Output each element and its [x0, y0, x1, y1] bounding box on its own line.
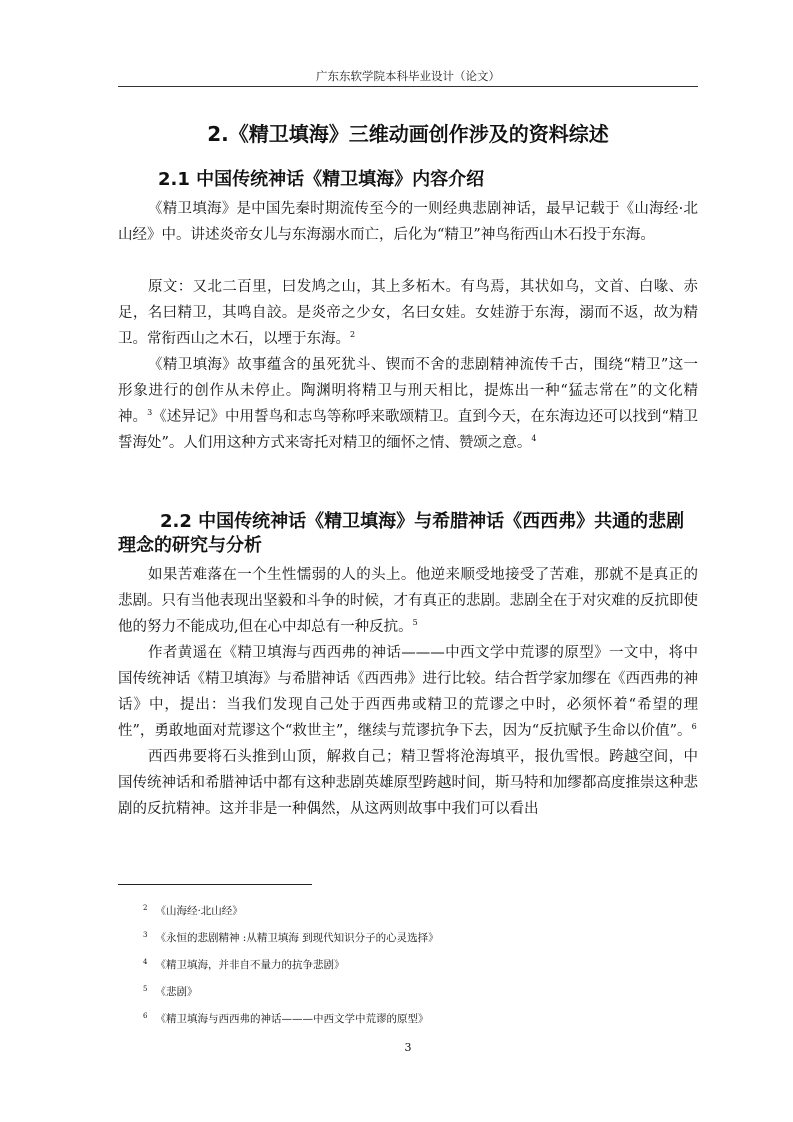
footnote-number: 5: [143, 985, 148, 993]
footnote-text: 《永恒的悲剧精神 :从精卫填海 到现代知识分子的心灵选择》: [155, 932, 439, 944]
footnote-ref[interactable]: 4: [531, 434, 537, 443]
paragraph-text: 原文：又北二百里，曰发鸠之山，其上多柘木。有鸟焉，其状如乌，文首、白喙、赤足，名曰精卫，其鸣自詨。是炎帝之少女，名曰女娃。女娃游于东海，溺而不返，故为精卫。常衔西山之木石，以堙于东海。: [118, 279, 698, 347]
section-title-2-2: 2.2 中国传统神话《精卫填海》与希腊神话《西西弗》共通的悲剧理念的研究与分析: [118, 511, 685, 556]
paragraph: [118, 640, 698, 744]
footnote-item: [143, 956, 683, 983]
paragraph: [118, 562, 698, 640]
paragraph-text: 作者黄遥在《精卫填海与西西弗的神话———中西文学中荒谬的原型》一文中，将中国传统神话《精卫填海》与希腊神话《西西弗》进行比较。结合哲学家加缪在《西西弗的神话》中，提出：当我们发现自己处于西西弗或精卫的荒谬之中时，必须怀着“希望的理性”，勇敢地面对荒谬这个“救世主”，继续与荒谬抗争下去，因为“反抗赋予生命以价值”。: [118, 645, 698, 739]
page-header: 广东东软学院本科毕业设计（论文）: [316, 69, 500, 83]
footnote-text: 《精卫填海与西西弗的神话———中西文学中荒谬的原型》: [155, 1013, 429, 1025]
footnote-number: 4: [143, 958, 148, 966]
footnote-ref[interactable]: 2: [350, 330, 356, 339]
footnote-number: 3: [143, 931, 148, 939]
footnote-ref[interactable]: 3: [147, 408, 153, 417]
chapter-title: 2.《精卫填海》三维动画创作涉及的资料综述: [207, 122, 609, 146]
paragraph-text: 西西弗要将石头推到山顶，解救自己；精卫誓将沧海填平，报仇雪恨。跨越空间，中国传统神话和希腊神话中都有这种悲剧英雄原型跨越时间，斯马特和加缪都高度推崇这种悲剧的反抗精神。这并非是一种偶然，从这两则故事中我们可以看出: [118, 749, 698, 817]
paragraph-text: 《述异记》中用誓鸟和志鸟等称呼来歌颂精卫。直到今天，在东海边还可以找到“精卫誓海处”。人们用这种方式来寄托对精卫的缅怀之情、赞颂之意。: [118, 409, 698, 451]
footnote-number: 6: [143, 1012, 148, 1020]
footnote-ref[interactable]: 5: [412, 618, 418, 627]
section-title-2-1: 2.1 中国传统神话《精卫填海》内容介绍: [158, 169, 485, 190]
footnote-item: [143, 983, 683, 1010]
paragraph-text: 《精卫填海》是中国先秦时期流传至今的一则经典悲剧神话，最早记载于《山海经·北山经》中。讲述炎帝女儿与东海溺水而亡，后化为“精卫”神鸟衔西山木石投于东海。: [118, 201, 698, 243]
header-rule: [118, 86, 698, 87]
footnote-item: [143, 1010, 683, 1037]
footnote-item: [143, 902, 683, 929]
footnote-text: 《山海经·北山经》: [155, 905, 243, 917]
paragraph: [118, 196, 698, 248]
paragraph-text: 如果苦难落在一个生性懦弱的人的头上。他逆来顺受地接受了苦难，那就不是真正的悲剧。只有当他表现出坚毅和斗争的时候，才有真正的悲剧。悲剧全在于对灾难的反抗即使他的努力不能成功,但在心中却总有一种反抗。: [118, 567, 698, 635]
footnote-number: 2: [143, 904, 148, 912]
footnote-ref[interactable]: 6: [691, 722, 697, 731]
paragraph: [118, 744, 698, 822]
footnote-item: [143, 929, 683, 956]
footnote-text: 《精卫填海，并非自不量力的抗争悲剧》: [155, 959, 345, 971]
paragraph-text: 《精卫填海》故事蕴含的虽死犹斗、锲而不舍的悲剧精神流传千古，围绕“精卫”这一形象进行的创作从未停止。陶渊明将精卫与刑天相比，提炼出一种“猛志常在”的文化精神。: [118, 357, 698, 425]
page-number: 3: [404, 1041, 412, 1054]
paragraph: [118, 352, 698, 456]
footnote-text: 《悲剧》: [155, 986, 198, 998]
footnotes: [143, 902, 683, 1037]
paragraph: [118, 274, 698, 352]
footnote-rule: [118, 884, 312, 885]
